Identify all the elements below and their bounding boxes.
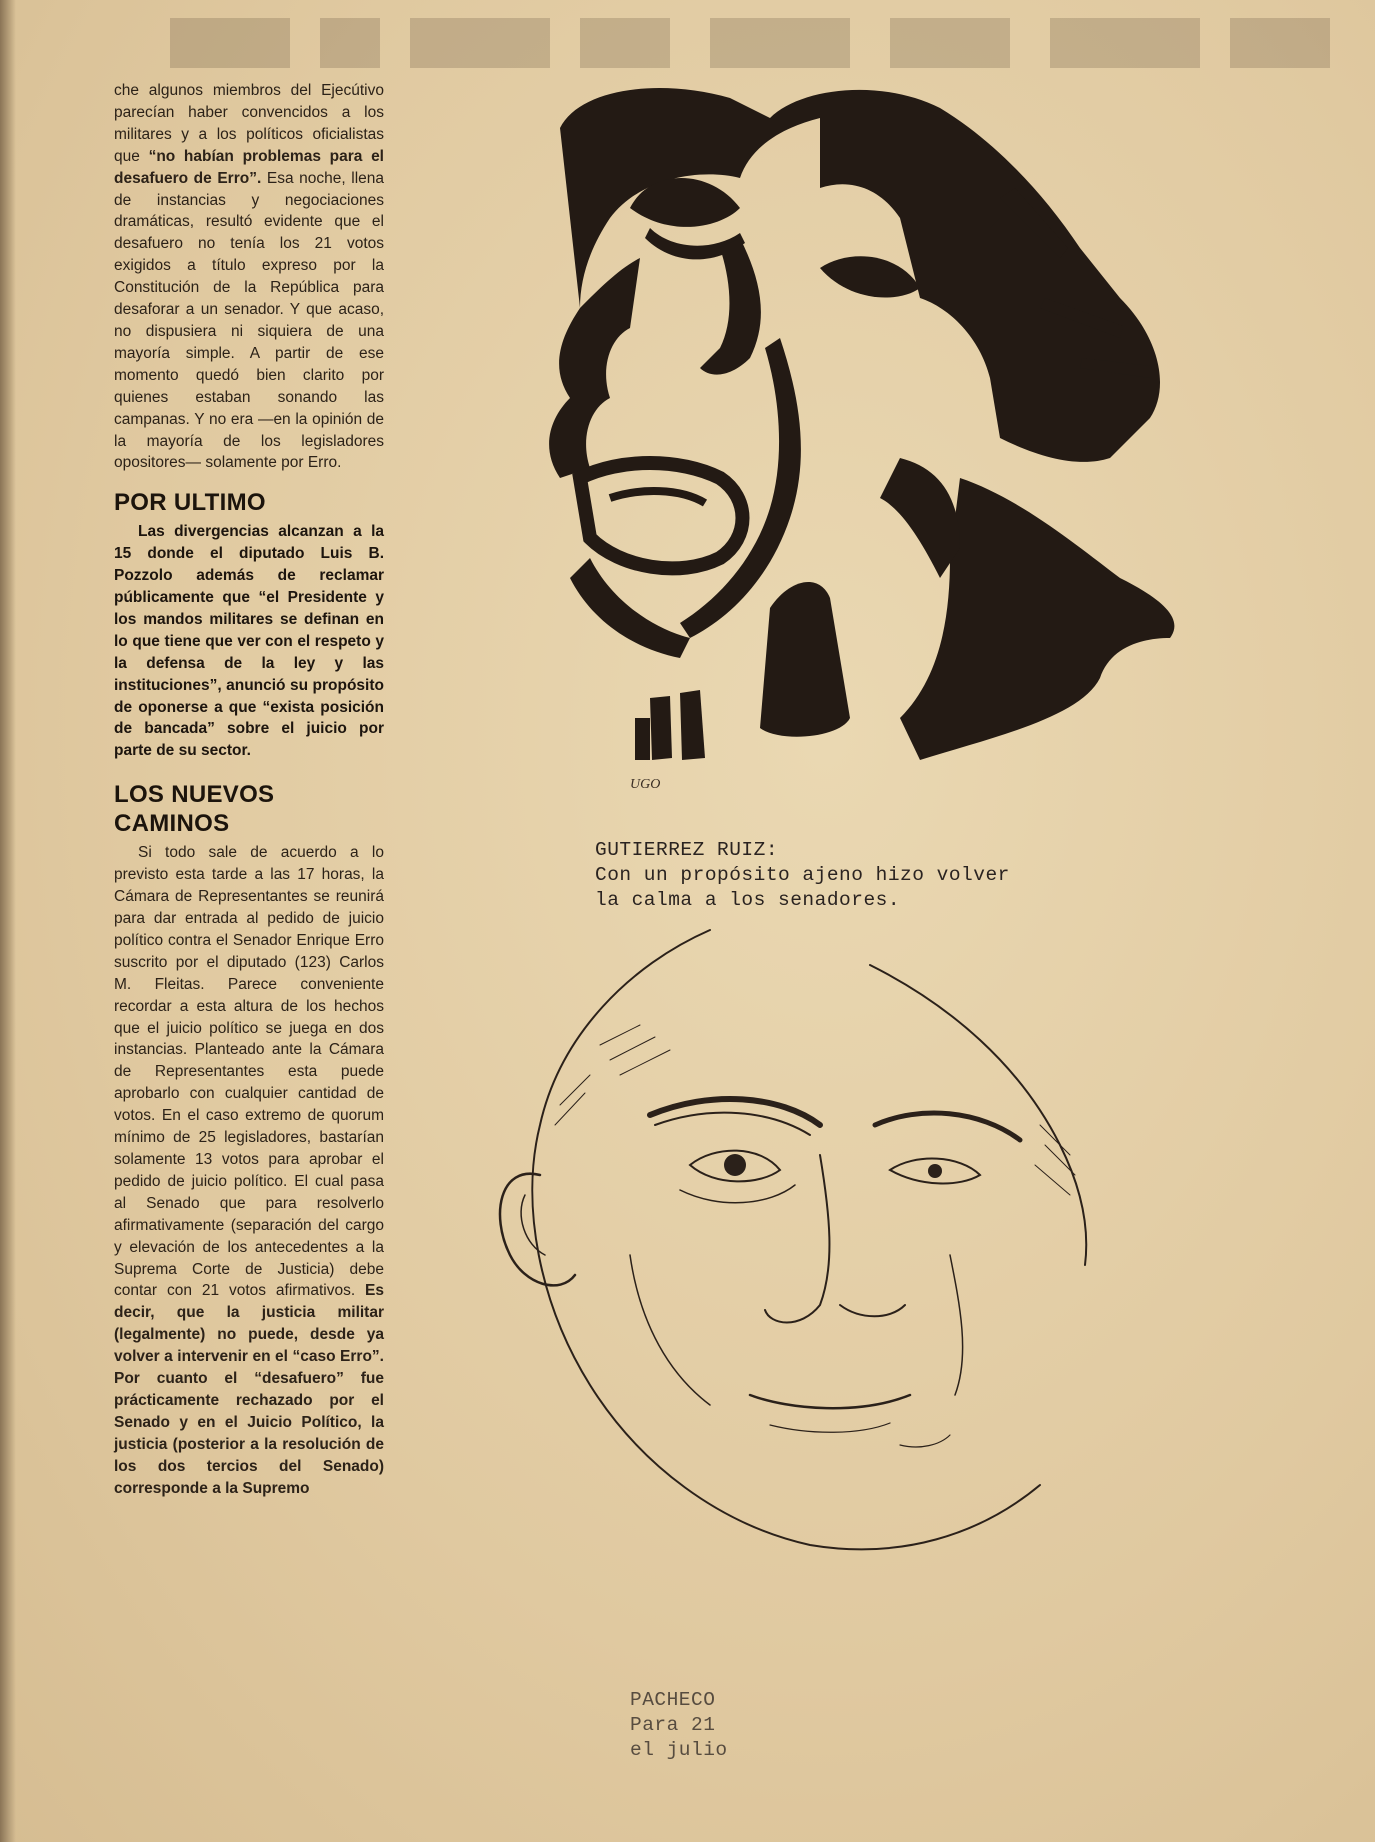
section2-text: Si todo sale de acuerdo a lo previsto esta tarde a las 17 horas, la Cámara de Representantes se reunirá para dar entrada al pedido de juicio político contra el Senador Enrique Erro suscrito por el diputado (123) Carlos M. Fleitas. Parece conveniente recordar a esta altura de los hechos que el juicio político se juega en dos instancias. Planteado ante la Cámara de Representantes esta puede aprobarlo con cualquier cantidad de votos. En el caso extremo de quorum mínimo de 25 legisladores, bastarían solamente 13 votos para aprobar el pedido de juicio político. El cual pasa al Senado que para resolverlo afirmativamente (separación del cargo y elevación de los antecedentes a la Suprema Corte de Justicia) debe contar con 21 votos afirmativos. <box>114 844 384 1300</box>
section-text-los-nuevos-caminos <box>114 842 384 1499</box>
caption-gutierrez-ruiz <box>595 838 1010 913</box>
article-intro <box>114 80 384 474</box>
intro-lines: che algunos miembros del Ejecútivo parecían haber convencidos a los militares y a los políticos oficialistas que <box>114 82 384 165</box>
pen-sketch-portrait-illustration <box>480 925 1200 1585</box>
section-text-por-ultimo: Las divergencias alcanzan a la 15 donde el diputado Luis B. Pozzolo además de reclamar públicamente que “el Presidente y los mandos militares se definan en lo que tiene que ver con el respeto y la defensa de la ley y las instituciones”, anunció su propósito de oponerse a que “exista posición de bancada” sobre el juicio por parte de su sector. <box>114 523 384 760</box>
section2-bold: Es decir, que la justicia militar (legalmente) no puede, desde ya volver a intervenir en el “caso Erro”. Por cuanto el “desafuero” fue prácticamente rechazado por el Senado y en el Juicio Político, la justicia (posterior a la resolución de los dos tercios del Senado) corresponde a la Supremo <box>114 1282 384 1497</box>
binding-shadow <box>0 0 16 1842</box>
artist-signature: UGO <box>630 777 661 792</box>
section-heading-por-ultimo: POR ULTIMO <box>114 489 266 517</box>
caption-pacheco <box>630 1688 728 1763</box>
woodcut-portrait-illustration <box>520 78 1195 803</box>
intro-rest: Esa noche, llena de instancias y negociaciones dramáticas, resultó evidente que el desafuero no tenía los 21 votos exigidos a título expreso por la Constitución de la República para desaforar a un senador. Y que acaso, no dispusiera ni siquiera de una mayoría simple. A partir de ese momento quedó bien clarito por quienes estaban sonando las campanas. Y no era —en la opinión de la mayoría de los legisladores opositores— solamente por Erro. <box>114 169 385 472</box>
caption1-line2: Con un propósito ajeno hizo volver <box>595 864 1010 886</box>
caption2-line2: Para 21 <box>630 1714 716 1736</box>
caption1-line3: la calma a los senadores. <box>595 889 901 911</box>
masthead-bleed-through <box>150 10 1350 80</box>
caption1-line1: GUTIERREZ RUIZ: <box>595 839 779 861</box>
caption2-line1: PACHECO <box>630 1689 716 1711</box>
article-column <box>114 80 384 1499</box>
intro-quote: “no habían problemas para el desafuero de Erro”. <box>114 147 384 187</box>
section-heading-los-nuevos-caminos: LOS NUEVOS CAMINOS <box>114 781 275 838</box>
caption2-line3: el julio <box>630 1739 728 1761</box>
